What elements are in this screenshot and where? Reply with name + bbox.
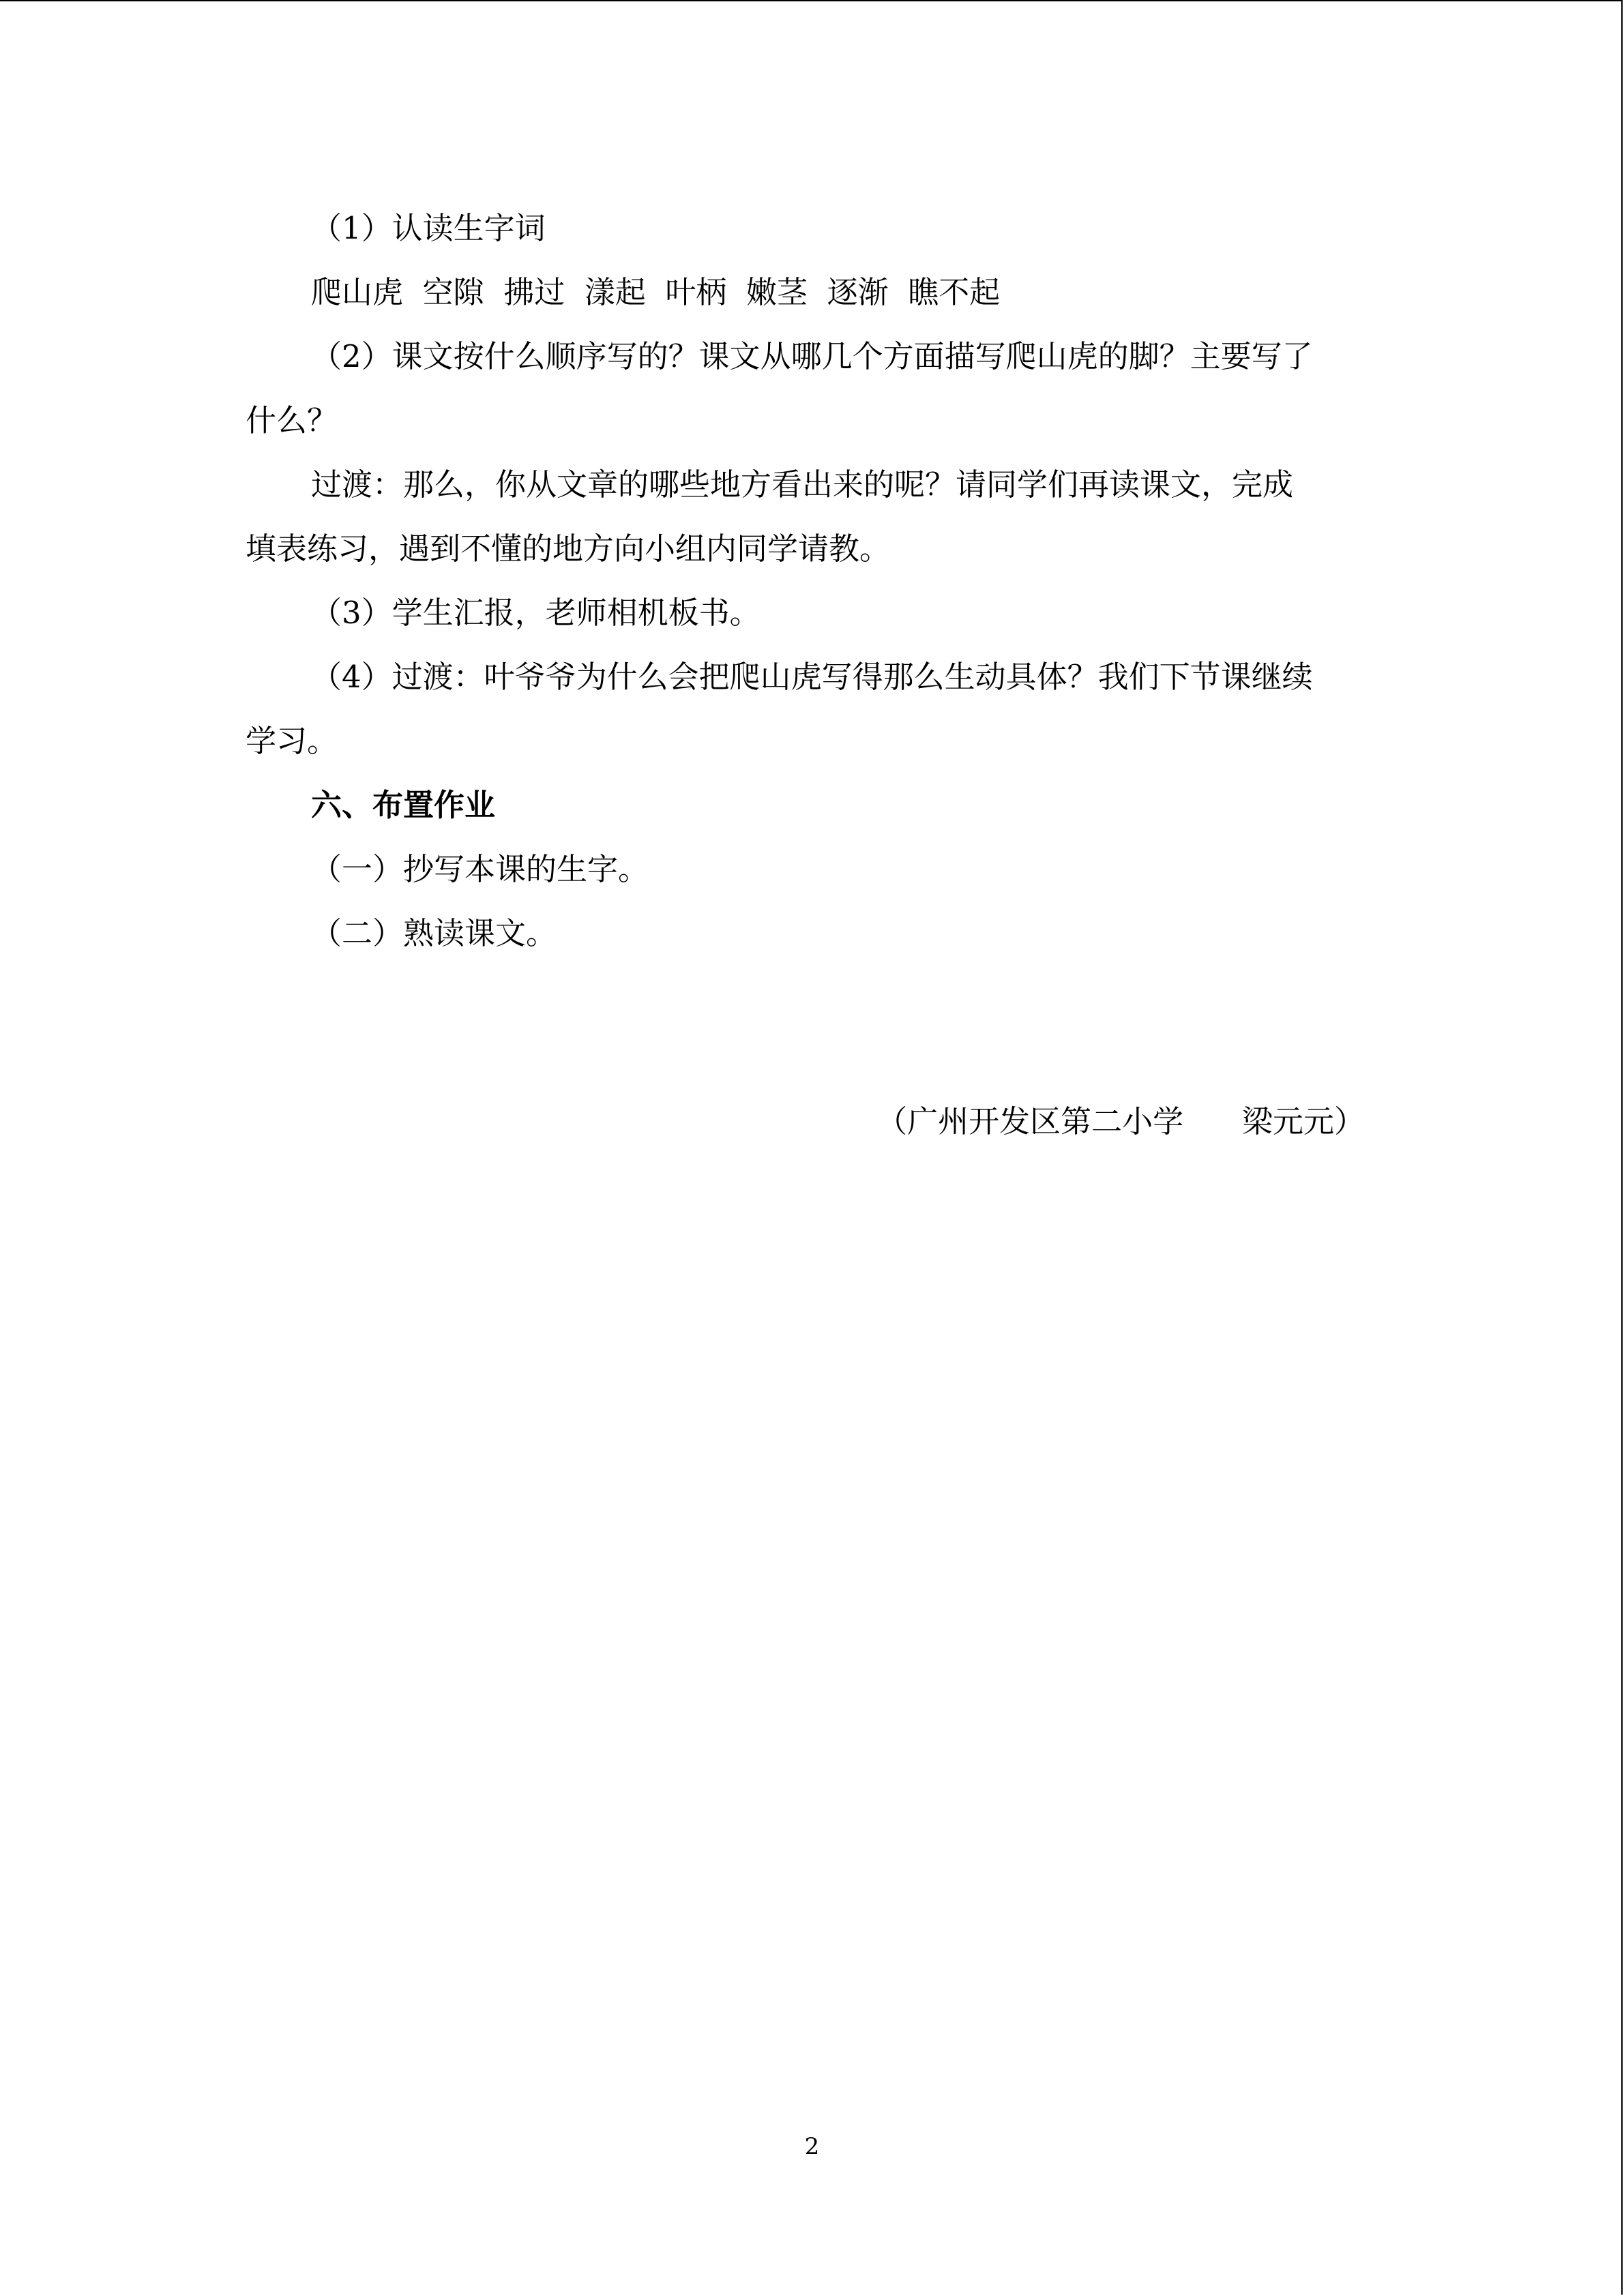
page-number: 2: [804, 2133, 820, 2160]
closing-transition-line-1: （4）过渡：叶爷爷为什么会把爬山虎写得那么生动具体？我们下节课继续: [311, 659, 1313, 695]
question-line-2: 什么？: [246, 402, 338, 438]
document-body: [246, 196, 1378, 966]
closing-transition-line-2: 学习。: [246, 723, 338, 759]
report-step: （3）学生汇报，老师相机板书。: [311, 595, 761, 631]
homework-item-1: （一）抄写本课的生字。: [311, 851, 649, 887]
question-line-1: （2）课文按什么顺序写的？课文从哪几个方面描写爬山虎的脚？主要写了: [311, 338, 1313, 374]
author-signature: （广州开发区第二小学 梁元元）: [876, 1103, 1365, 1139]
vocab-step-heading: （1）认读生字词: [311, 210, 546, 246]
transition-line-1: 过渡：那么，你从文章的哪些地方看出来的呢？请同学们再读课文，完成: [311, 466, 1294, 503]
homework-item-2: （二）熟读课文。: [311, 915, 557, 951]
vocab-word-list: 爬山虎 空隙 拂过 漾起 叶柄 嫩茎 逐渐 瞧不起: [311, 274, 1001, 310]
section-heading-homework: 六、布置作业: [311, 787, 496, 823]
transition-line-2: 填表练习，遇到不懂的地方向小组内同学请教。: [246, 531, 891, 567]
